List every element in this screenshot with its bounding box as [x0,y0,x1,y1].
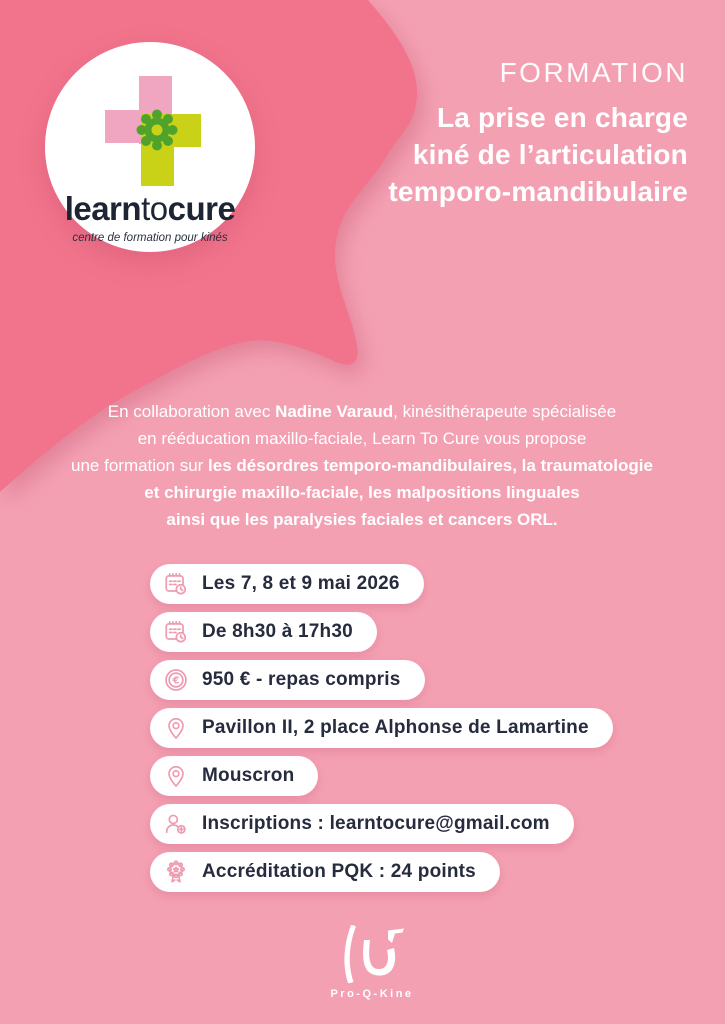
learntocure-cross-icon [103,74,203,188]
detail-label: 950 € - repas compris [202,669,401,690]
intro-line: en rééducation maxillo-faciale, Learn To Cure vous propose [137,429,587,448]
title-line-1: La prise en charge [436,102,688,133]
gear-icon [137,110,178,151]
detail-label: Mouscron [202,765,295,786]
detail-label: Les 7, 8 et 9 mai 2026 [202,573,400,594]
award-icon [163,859,189,885]
calendar-clock-icon [163,619,189,645]
intro-line: En collaboration avec Nadine Varaud, kinésithérapeute spécialisée [107,402,617,421]
detail-label: Accréditation PQK : 24 points [202,861,476,882]
detail-pill [150,756,318,796]
calendar-clock-icon [163,571,189,597]
pro-q-kine-glyph-icon [336,924,408,984]
kicker-formation: FORMATION [499,57,688,88]
detail-pill [150,612,377,652]
brand-learn: learn [64,190,142,227]
intro-line: et chirurgie maxillo-faciale, les malpositions linguales [144,483,580,502]
detail-pill [150,852,500,892]
title-line-3: temporo-mandibulaire [388,176,688,207]
pro-q-kine-label: Pro-Q-Kine [330,988,414,1000]
intro-line: ainsi que les paralysies faciales et cancers ORL. [166,510,558,529]
detail-pill [150,660,425,700]
intro-paragraph [42,398,682,533]
user-add-icon [163,811,189,837]
detail-label: De 8h30 à 17h30 [202,621,353,642]
location-pin-icon [163,763,189,789]
title-line-2: kiné de l’articulation [412,139,688,170]
learntocure-logo [45,42,255,252]
brand-tagline: centre de formation pour kinés [72,232,228,244]
pro-q-kine-logo [312,924,432,1000]
brand-to: to [141,190,168,227]
detail-pill [150,564,424,604]
detail-label: Pavillon II, 2 place Alphonse de Lamartine [202,717,589,738]
detail-pill [150,804,574,844]
detail-pill [150,708,613,748]
brand-wordmark [45,190,255,228]
svg-text:€: € [172,675,180,687]
intro-line: une formation sur les désordres temporo-mandibulaires, la traumatologie [71,456,653,475]
detail-pill-list [150,564,613,900]
brand-cure: cure [167,190,236,227]
euro-icon [163,667,189,693]
detail-label: Inscriptions : learntocure@gmail.com [202,813,550,834]
title-block [388,57,688,210]
location-pin-icon [163,715,189,741]
